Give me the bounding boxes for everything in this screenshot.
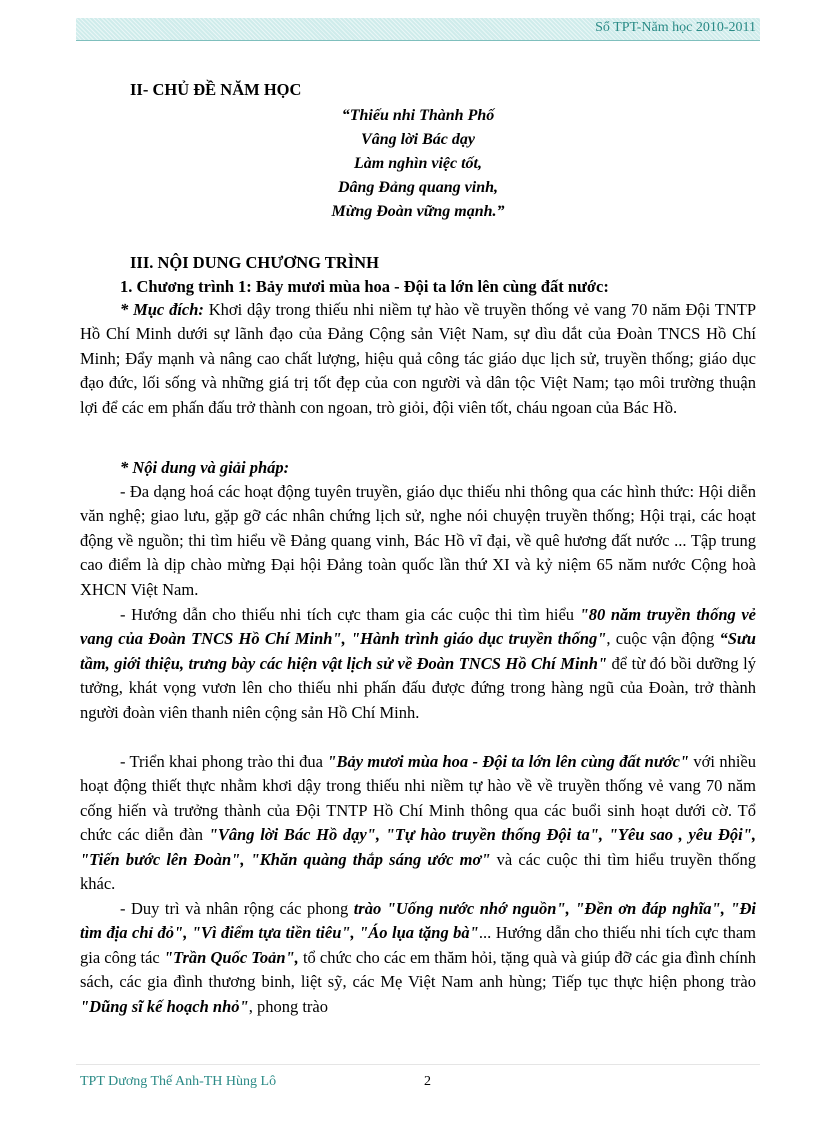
poem-line: Làm nghìn việc tốt, — [354, 155, 482, 172]
p4-text: , phong trào — [248, 996, 328, 1016]
p3-text: với nhiều hoạt động thiết thực nhằm khơi dậy trong thiếu nhi niềm tự hào về về truyền thống vẻ vang 70 năm cống hiến và trưởng thành của Đội TNTP Hồ Chí Minh thông qua các buổi sinh hoạt dưới cờ. Tổ chức các diễn đàn — [80, 752, 756, 845]
poem-line: Dâng Đảng quang vinh, — [337, 179, 499, 196]
poem-line: Vâng lời Bác dạy — [361, 131, 475, 148]
footer-divider — [76, 1064, 760, 1065]
p2-text: - Hướng dẫn cho thiếu nhi tích cực tham gia các cuộc thi tìm hiểu — [120, 605, 580, 624]
page-number: 2 — [424, 1074, 431, 1089]
p3-emphasis: "Vâng lời Bác Hồ dạy", "Tự hào truyền thống Đội ta", "Yêu sao , yêu Đội", "Tiến bước lên Đoàn", "Khăn quàng thắp sáng ước mơ" — [80, 825, 756, 869]
p2-emphasis: "80 năm truyền thống vẻ vang của Đoàn TNCS Hồ Chí Minh", "Hành trình giáo dục truyền thống" — [80, 605, 757, 649]
paragraph-1: - Đa dạng hoá các hoạt động tuyên truyền, giáo dục thiếu nhi thông qua các hình thức: Hội diễn văn nghệ; giao lưu, gặp gỡ các nhân chứng lịch sử, nghe nói chuyện truyền thống; Hội trại, các hoạt động về nguồn; thi tìm hiểu về Đảng quang vinh, Bác Hồ vĩ đại, về quê hương đất nước ... Tập trung cao điểm là dịp chào mừng Đại hội Đảng toàn quốc lần thứ XI và kỷ niệm 65 năm nước Cộng hoà XHCN Việt Nam. — [80, 482, 756, 599]
content-label-line — [80, 456, 756, 480]
paragraph-4 — [80, 897, 756, 1019]
page-header-band — [76, 18, 760, 41]
p4-text: - Duy trì và nhân rộng các phong — [120, 899, 354, 918]
p4-emphasis: "Trần Quốc Toản", — [163, 947, 299, 967]
theme-poem — [80, 104, 756, 224]
p4-text: tổ chức cho các em thăm hỏi, tặng quà và giúp đỡ các gia đình chính sách, các gia đình thương binh, liệt sỹ, các Mẹ Việt Nam anh hùng; Tiếp tục thực hiện phong trào — [80, 947, 757, 992]
section-3-title: III. NỘI DUNG CHƯƠNG TRÌNH — [130, 253, 379, 272]
header-text: Sổ TPT-Năm học 2010-2011 — [595, 20, 756, 35]
poem-line: “Thiếu nhi Thành Phố — [341, 107, 495, 124]
content-label: * Nội dung và giải pháp: — [120, 458, 290, 477]
purpose-paragraph — [80, 298, 756, 420]
p3-text: - Triển khai phong trào thi đua — [120, 752, 328, 771]
purpose-label: * Mục đích: — [120, 300, 204, 319]
p4-text: ... Hướng dẫn cho thiếu nhi tích cực tham gia công tác — [80, 923, 757, 967]
p2-emphasis: “Sưu tầm, giới thiệu, trưng bày các hiện vật lịch sử về Đoàn TNCS Hồ Chí Minh" — [80, 629, 756, 673]
p2-text: , cuộc vận động — [606, 629, 720, 649]
p4-emphasis: trào "Uống nước nhớ nguồn", "Đền ơn đáp nghĩa", "Đi tìm địa chỉ đỏ", "Vì điểm tựa tiền tiêu", "Áo lụa tặng bà" — [80, 899, 757, 943]
program-1-title: 1. Chương trình 1: Bảy mươi mùa hoa - Đội ta lớn lên cùng đất nước: — [120, 277, 609, 296]
poem-line: Mừng Đoàn vững mạnh.” — [331, 203, 505, 220]
p3-emphasis: "Bảy mươi mùa hoa - Đội ta lớn lên cùng đất nước" — [327, 752, 690, 771]
p3-text: và các cuộc thi tìm hiểu truyền thống khác. — [80, 849, 756, 894]
p4-emphasis: "Dũng sĩ kế hoạch nhỏ" — [80, 996, 249, 1016]
purpose-text: Khơi dậy trong thiếu nhi niềm tự hào về truyền thống vẻ vang 70 năm Đội TNTP Hồ Chí Minh dưới sự lãnh đạo của Đảng Cộng sản Việt Nam, sự dìu dắt của Đoàn TNCS Hồ Chí Minh; Đẩy mạnh và nâng cao chất lượng, hiệu quả công tác giáo dục lịch sử, truyền thống; giáo dục đạo đức, lối sống và những giá trị tốt đẹp của con người và dân tộc Việt Nam; tạo môi trường thuận lợi để các em phấn đấu trở thành con ngoan, trò giỏi, đội viên tốt, cháu ngoan của Bác Hồ. — [80, 300, 756, 417]
section-2-title: II- CHỦ ĐỀ NĂM HỌC — [130, 80, 302, 99]
p2-text: để từ đó bồi dưỡng lý tưởng, khát vọng vươn lên cho thiếu nhi phấn đấu được đứng trong hàng ngũ của Đoàn, trở thành người đoàn viên thanh niên cộng sản Hồ Chí Minh. — [80, 653, 756, 722]
paragraph-2 — [80, 603, 756, 725]
footer-author: TPT Dương Thế Anh-TH Hùng Lô — [80, 1074, 277, 1089]
paragraph-3 — [80, 750, 756, 896]
